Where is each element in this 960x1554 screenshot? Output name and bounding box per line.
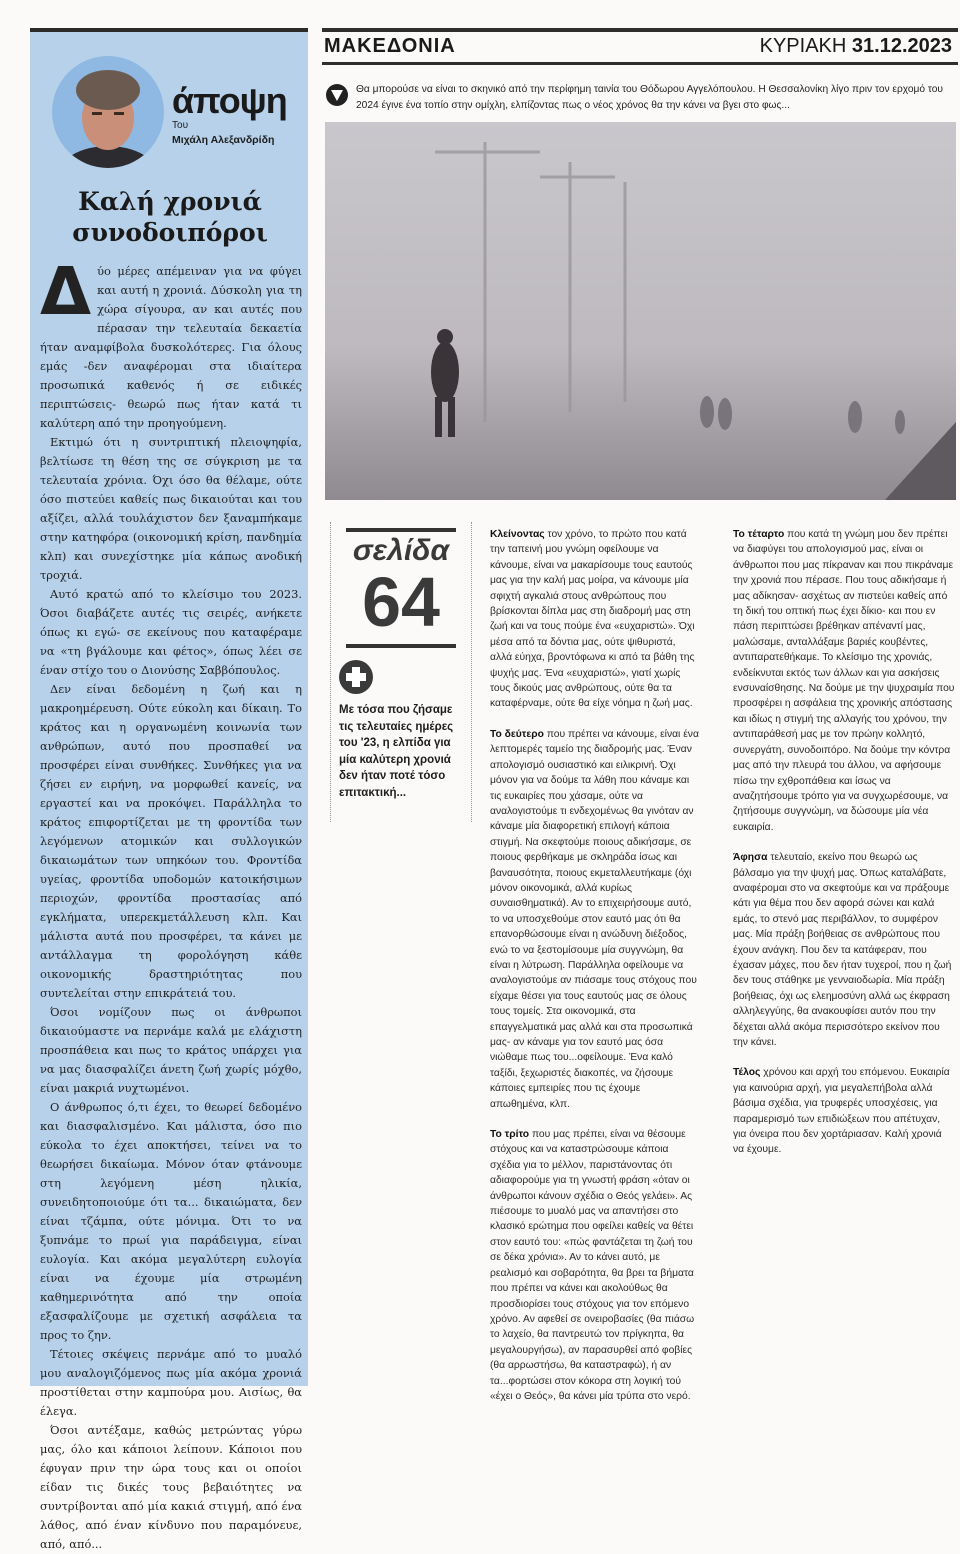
opinion-paragraph: Αυτό κρατώ από το κλείσιμο του 2023. Όσοι διαβάζετε αυτές τις σειρές, ανήκετε όπως κι εγώ- σε εκείνους που καταφέραμε να «τη βγάλουμε και φέτος», όπως λέει σε έναν στίχο του ο Διονύσης Σαββόπουλος. xyxy=(40,587,302,677)
opinion-column xyxy=(30,28,308,1551)
drop-cap: Δ xyxy=(40,253,92,330)
opinion-paragraph: Όσοι αντέξαμε, καθώς μετρώντας γύρω μας, όλο και κάποιοι λείπουν. Κάποιοι που έφυγαν πριν την ώρα τους και οι οποίοι είδαν τις δικές τους βεβαιότητες να συντρίβονται από μία κακιά στιγμή, από ένα λάθος, από έναν κίνδυνο που παραμόνευε, από, από... xyxy=(40,1423,302,1551)
paragraph-text: ύο μέρες απέμειναν για να φύγει και αυτή η χρονιά. Δύσκολη για τη χώρα σίγουρα, αν και αυτές που πέρασαν την τελευταία δεκαετία ήταν αναμφίβολα δυσκολότερες. Για όλους εμάς -δεν αναφέρομαι στα ιδιαίτερα προσωπικά καθενός ή σε ειδικές περιπτώσεις- θεωρώ πως ήταν κατά τι καλύτερη από την προηγούμενη. xyxy=(40,264,302,430)
column-top-rule xyxy=(30,28,308,32)
plus-icon xyxy=(339,660,373,694)
article-paragraph xyxy=(733,1065,955,1157)
opinion-paragraph: Εκτιμώ ότι η συντριπτική πλειοψηφία, βελτίωσε τη θέση της σε σύγκριση με τα τελευταία χρόνια. Όχι όσο θα θέλαμε, ούτε όσο πιστεύει καθείς πως δικαιούται και του αξίζει, αλλά τουλάχιστον δεν ξαναμπήκαμε στην κατηφόρα (οικονομική κρίση, πανδημία κλπ) και συνεχίστηκε μία κάπως ανοδική τροχιά. xyxy=(40,435,302,582)
article-paragraph xyxy=(733,527,955,835)
header-bottom-rule xyxy=(322,62,958,65)
article-paragraph xyxy=(733,850,955,1050)
opinion-paragraph: Ο άνθρωπος ό,τι έχει, το θεωρεί δεδομένο και διασφαλισμένο. Και μάλιστα, όσο πιο εύκολα το έχει αποκτήσει, τείνει να το θεωρήσει δικαίωμα. Μόνον όταν φτάνουμε στη λεγόμενη μέση ηλικία, συνειδητοποιούμε ότι τα... δικαιώματα, δεν είναι τζάμπα, ούτε μόνιμα. Ότι το να ξυπνάμε το πρωί για παράδειγμα, είναι ευλογία. Και ακόμα μεγαλύτερη ευλογία είναι να έχουμε μία στρωμένη καθημερινότητα από την οποία εξασφαλίζουμε με σχετική ασφάλεια τα προς το ζην. xyxy=(40,1100,302,1342)
photo-caption: Θα μπορούσε να είναι το σκηνικό από την περίφημη ταινία του Θόδωρου Αγγελόπουλου. Η Θεσσαλονίκη λίγο πριν τον ερχομό του 2024 έγινε ένα τοπίο στην ομίχλη, ελπίζοντας πως ο νέος χρόνος θα την κάνει να βγει στο φως... xyxy=(356,84,943,111)
opinion-paragraph: Τέτοιες σκέψεις περνάμε από το μυαλό μου αναλογιζόμενος πως μία ακόμα χρονιά προστίθεται στην καμπούρα μου. Αισίως, θα έλεγα. xyxy=(40,1347,302,1418)
caption-triangle-icon xyxy=(326,84,348,106)
newspaper-name: ΜΑΚΕΔΟΝΙΑ xyxy=(324,35,456,57)
issue-date-value: 31.12.2023 xyxy=(851,35,952,57)
paragraph-text: τον χρόνο, το πρώτο που κατά την ταπεινή μου γνώμη οφείλουμε να κάνουμε, είναι να μακαρίσουμε τους εαυτούς μας για την καλή μας μοίρα, να κάνουμε μία σφιχτή αγκαλιά στους ανθρώπους που βρίσκονται δίπλα μας στη διαδρομή μας στη ζωή και να τους πούμε ένα «ευχαριστώ». Όχι μέσα από τα δόντια μας, ούτε ψιθυριστά, αλλά εύηχα, βροντόφωνα κι από τα βάθη της ψυχής μας. Ένα «ευχαριστώ», γιατί χωρίς τους δικούς μας ανθρώπους, ούτε θα τα καταφέρναμε, ούτε θα είχε νόημα η ζωή μας. xyxy=(490,529,695,710)
paragraph-lead: Άφησα xyxy=(733,852,768,864)
fog-photo xyxy=(325,122,956,500)
box-rule xyxy=(346,528,456,532)
page-number: 64 xyxy=(362,563,440,641)
opinion-paragraph: Δεν είναι δεδομένη η ζωή και η μακροημέρευση. Ούτε εύκολη και δίκαιη. Το κράτος και η οργανωμένη κοινωνία των ανθρώπων, αυτό που προσπαθεί να προσφέρει είναι συνθήκες. Συνθήκες για να ζήσει εν ειρήνη, να μορφωθεί κανείς, να εργαστεί και να προκόψει. Παράλληλα το κράτος επιφορτίζεται με τη φροντίδα των λεγόμενων ατομικών και συλλογικών δικαιωμάτων των υπηκόων του. Φροντίδα υγείας, φροντίδα υποδομών κατοικήσιμων περιοχών, φροντίδα προστασίας από εγκλήματα, υπερεκμετάλλευση κλπ. Και μάλιστα αυτά που προσφέρει, τα κάνει με αντάλλαγμα τη φορολόγηση κάθε οικονομικής δραστηριότητας που συντελείται στην επικράτειά του. xyxy=(40,682,302,1000)
opinion-body xyxy=(40,253,302,1554)
paragraph-text: που πρέπει να κάνουμε, είναι ένα λεπτομερές ταμείο της διαδρομής μας. Έναν απολογισμό ουσιαστικό και ειλικρινή. Όχι μόνον για να δούμε τα λάθη που κάναμε και τις ευκαιρίες που χάσαμε, ούτε να αναλογιστούμε τι ενδεχομένως θα γινόταν αν κάναμε μία διαφορετική επιλογή κάποια στιγμή. Να σκεφτούμε ποιους αδικήσαμε, σε ποιους φερθήκαμε με σκληράδα ίσως και βαναυσότητα, ποιους εκμεταλλευτήκαμε (όχι μόνον οικονομικά, αλλά κυρίως συναισθηματικά). Αν το επιχειρήσουμε αυτό, το να υποσχεθούμε στον εαυτό μας ότι θα επανορθώσουμε είναι η ανώδυνη διέξοδος, ενώ το να ξεστομίσουμε μία συγγνώμη, θα είναι η λύτρωση. Παράλληλα οφείλουμε να αναλογιστούμε αν πιάσαμε τους στόχους που είχαμε θέσει για τους εαυτούς μας σε όλους τους τομείς. Στα οικονομικά, στα επαγγελματικά μας αλλά και στα προσωπικά μας- αν κάναμε για τον εαυτό μας όσα νιώθαμε πως του...οφείλουμε. Ένα καλό ταξίδι, ξεχωριστές διακοπές, να ζήσουμε κάποιες εμπειρίες που τις έχουμε απωθημένα, κλπ. xyxy=(490,728,699,1110)
author-name: Μιχάλη Αλεξανδρίδη xyxy=(172,134,275,146)
paragraph-text: χρόνου και αρχή του επόμενου. Ευκαιρία για καινούρια αρχή, για μεγαλεπήβολα αλλά βάσιμα σχέδια, για τρυφερές υποσχέσεις, για παραμερισμό των επιδιώξεων που απέτυχαν, για όνειρα που δεν χορτάριασαν. Καλή χρονιά να έχουμε. xyxy=(733,1067,950,1156)
paragraph-text: που κατά τη γνώμη μου δεν πρέπει να διαφύγει του απολογισμού μας, είναι οι άνθρωποι που μας πίκραναν και που πικράναμε την χρονιά που πέρασε. Που τους αδικήσαμε ή μας αδίκησαν- ασχέτως αν πιστεύει καθείς από τη δική του οπτική πως έχει δίκιο- και που εν πάση περιπτώσει βρέθηκαν απέναντί μας, μαλώσαμε, ανταλλάξαμε βαριές κουβέντες, αντιπαρατεθήκαμε. Το κλείσιμο της χρονιάς, ενδείκνυται εκτός των άλλων και για ασκήσεις ενσυναίσθησης. Να δούμε με την ψυχραιμία που προσφέρει η ασφάλεια της χρονικής απόστασης και ιδίως η στιγμή της αλλαγής του χρόνου, την αντιπαράθεσή μας με τον πρώην κολλητό, συνεργάτη, συνοδοιπόρο. Να δούμε την κόντρα μας από την πλευρά του άλλου, να αφήσουμε πίσω την εχθροπάθεια και ίσως να αναζητήσουμε τρόπο για να συγχωρέσουμε, να ζητήσουμε συγγνώμη, να δώσουμε μία νέα ευκαιρία. xyxy=(733,529,955,833)
header-top-rule xyxy=(322,28,958,32)
page-reference-box xyxy=(330,522,472,822)
paragraph-text: που μας πρέπει, είναι να θέσουμε στόχους και να καταστρώσουμε κάποια σχέδια για το μέλλον, παριστάνοντας ότι αδιαφορούμε για τη γνωστή φράση «όταν οι άνθρωποι κάνουν σχέδια ο Θεός γελάει». Ας πιέσουμε το μυαλό μας να απαντήσει στο κλασικό ερώτημα που οφείλει καθείς να θέτει στον εαυτό του: «πώς φαντάζεται τη ζωή του σε δέκα χρόνια». Αν το κάνει αυτό, με ρεαλισμό και σοβαρότητα, θα βρει τα βήματα που πρέπει να κάνει και ακολούθως θα προσδιορίσει τους στόχους για τον επόμενο χρόνο. Αν αφεθεί σε ονειροβασίες (θα πιάσω το λαχείο, θα παντρευτώ τον πρίγκηπα, θα μεγαλουργήσω), αν παρασυρθεί από φοβίες (θα αρρωστήσω, θα καταστραφώ), ή αν τα...φορτώσει στον κόκορα στη λογική τού «έχει ο Θεός», θα κάνει μία τρύπα στο νερό. xyxy=(490,1129,695,1402)
paragraph-lead: Το τέταρτο xyxy=(733,529,785,540)
article-paragraph xyxy=(490,527,700,712)
paragraph-lead: Το δεύτερο xyxy=(490,728,544,740)
article-column-1 xyxy=(490,527,700,1419)
box-rule xyxy=(346,644,456,648)
article-paragraph xyxy=(490,1127,700,1404)
byline-prefix: Του xyxy=(172,120,189,131)
paragraph-lead: Κλείνοντας xyxy=(490,529,545,540)
author-avatar xyxy=(52,56,164,168)
teaser-text: Με τόσα που ζήσαμε τις τελευταίες ημέρες του '23, η ελπίδα για μία καλύτερη χρονιά δεν ήταν ποτέ τόσο επιτακτική... xyxy=(339,704,454,799)
issue-date xyxy=(760,35,952,58)
opinion-headline: Καλή χρονιά συνοδοιπόροι xyxy=(72,187,268,247)
article-column-2 xyxy=(733,527,955,1173)
paragraph-text: τελευταίο, εκείνο που θεωρώ ως βάλσαμο για την ψυχή μας. Όπως καταλάβατε, αναφέρομαι στο να σκεφτούμε και να πράξουμε κάτι για θέμα που δεν αφορά σώνει και καλά εμάς, το στενό μας περιβάλλον, το συμφέρον μας. Μία πράξη βοήθειας σε ανθρώπους που έχουν ανάγκη. Που δεν τα κατάφεραν, που έχασαν μάχες, που δεν ήταν τυχεροί, που η ζωή δεν τους στάθηκε με γενναιοδωρία. Μία πράξη βοήθειας, όχι ως ελεημοσύνη αλλά ως έκφραση αλληλεγγύης, θα ανακουφίσει αυτόν που την δέχεται αλλά ακόμα περισσότερο εκείνον που την κάνει. xyxy=(733,852,952,1048)
section-label: άποψη xyxy=(172,80,287,121)
paragraph-lead: Το τρίτο xyxy=(490,1129,530,1141)
article-paragraph xyxy=(490,727,700,1112)
opinion-paragraph xyxy=(40,253,302,433)
issue-day: ΚΥΡΙΑΚΗ xyxy=(759,35,847,57)
opinion-paragraph: Όσοι νομίζουν πως οι άνθρωποι δικαιούμαστε να περνάμε καλά με ελάχιστη προσπάθεια και πως το κράτος υπάρχει για να μας διασφαλίζει άνετη ζωή χωρίς μόχθο, είναι μακριά νυχτωμένοι. xyxy=(40,1005,302,1095)
page-label: σελίδα xyxy=(352,534,450,567)
paragraph-lead: Τέλος xyxy=(733,1067,761,1079)
